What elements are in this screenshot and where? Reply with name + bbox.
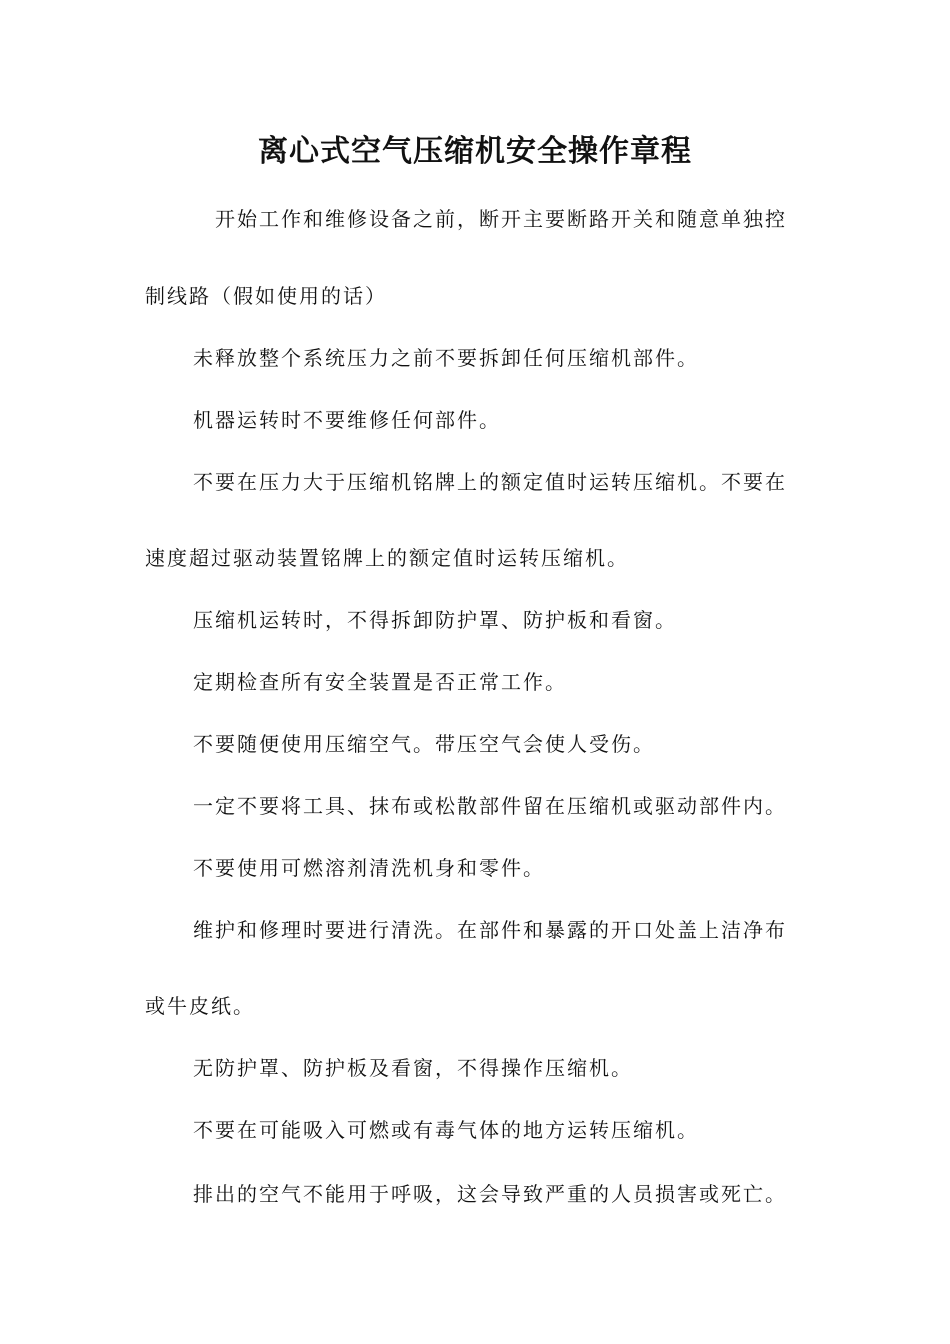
paragraph-line: 不要在可能吸入可燃或有毒气体的地方运转压缩机。 <box>193 1118 699 1142</box>
paragraph-line: 不要在压力大于压缩机铭牌上的额定值时运转压缩机。不要在 <box>193 470 787 494</box>
document-title: 离心式空气压缩机安全操作章程 <box>258 134 692 169</box>
paragraph-line: 不要使用可燃溶剂清洗机身和零件。 <box>193 856 545 880</box>
paragraph-line: 无防护罩、防护板及看窗，不得操作压缩机。 <box>193 1056 633 1080</box>
paragraph-line: 制线路（假如使用的话） <box>145 284 387 308</box>
paragraph-line: 一定不要将工具、抹布或松散部件留在压缩机或驱动部件内。 <box>193 794 787 818</box>
paragraph-line: 机器运转时不要维修任何部件。 <box>193 408 501 432</box>
paragraph-line: 或牛皮纸。 <box>145 994 255 1018</box>
paragraph-line: 不要随便使用压缩空气。带压空气会使人受伤。 <box>193 732 655 756</box>
paragraph-line: 定期检查所有安全装置是否正常工作。 <box>193 670 567 694</box>
paragraph-line: 压缩机运转时，不得拆卸防护罩、防护板和看窗。 <box>193 608 677 632</box>
paragraph-line: 未释放整个系统压力之前不要拆卸任何压缩机部件。 <box>193 346 699 370</box>
paragraph-line: 维护和修理时要进行清洗。在部件和暴露的开口处盖上洁净布 <box>193 918 787 942</box>
paragraph-line: 排出的空气不能用于呼吸，这会导致严重的人员损害或死亡。 <box>193 1182 787 1206</box>
paragraph-line: 开始工作和维修设备之前，断开主要断路开关和随意单独控 <box>215 207 787 231</box>
paragraph-line: 速度超过驱动装置铭牌上的额定值时运转压缩机。 <box>145 546 629 570</box>
